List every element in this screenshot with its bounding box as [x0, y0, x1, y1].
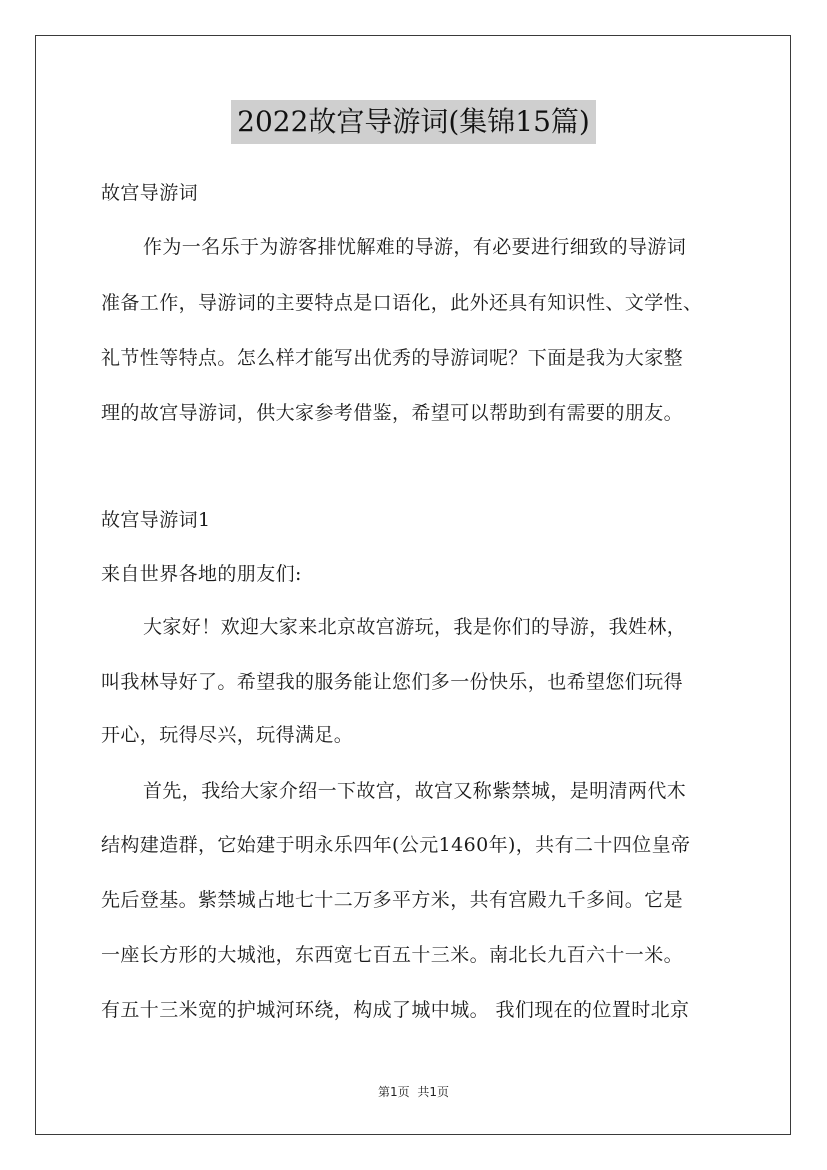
section-heading: 故宫导游词 [101, 182, 199, 204]
page-number-label: 第1页 [377, 1085, 410, 1099]
intro-line-1: 作为一名乐于为游客排忧解难的导游，有必要进行细致的导游词 [143, 236, 687, 258]
para2-line-5: 有五十三米宽的护城河环绕，构成了城中城。 我们现在的位置时北京 [101, 999, 690, 1021]
para2-line-1: 首先，我给大家介绍一下故宫，故宫又称紫禁城，是明清两代木 [143, 780, 687, 802]
para2-line-2: 结构建造群，它始建于明永乐四年(公元1460年)，共有二十四位皇帝 [101, 834, 691, 856]
intro-line-2: 准备工作，导游词的主要特点是口语化，此外还具有知识性、文学性、 [101, 292, 703, 314]
para2-line-3: 先后登基。紫禁城占地七十二万多平方米，共有宫殿九千多间。它是 [101, 889, 684, 911]
greeting-line: 来自世界各地的朋友们: [101, 563, 302, 585]
para1-line-3: 开心，玩得尽兴，玩得满足。 [101, 724, 354, 746]
intro-line-4: 理的故宫导游词，供大家参考借鉴，希望可以帮助到有需要的朋友。 [101, 402, 684, 424]
page-footer [0, 1083, 827, 1100]
para2-line-4: 一座长方形的大城池，东西宽七百五十三米。南北长九百六十一米。 [101, 944, 684, 966]
page-total-label: 共1页 [417, 1085, 450, 1099]
article-heading: 故宫导游词1 [101, 509, 211, 531]
document-title: 2022故宫导游词(集锦15篇) [231, 100, 596, 144]
intro-line-3: 礼节性等特点。怎么样才能写出优秀的导游词呢？下面是我为大家整 [101, 347, 684, 369]
para1-line-1: 大家好！欢迎大家来北京故宫游玩，我是你们的导游，我姓林， [143, 616, 687, 638]
para1-line-2: 叫我林导好了。希望我的服务能让您们多一份快乐，也希望您们玩得 [101, 671, 684, 693]
title-container [0, 100, 827, 144]
